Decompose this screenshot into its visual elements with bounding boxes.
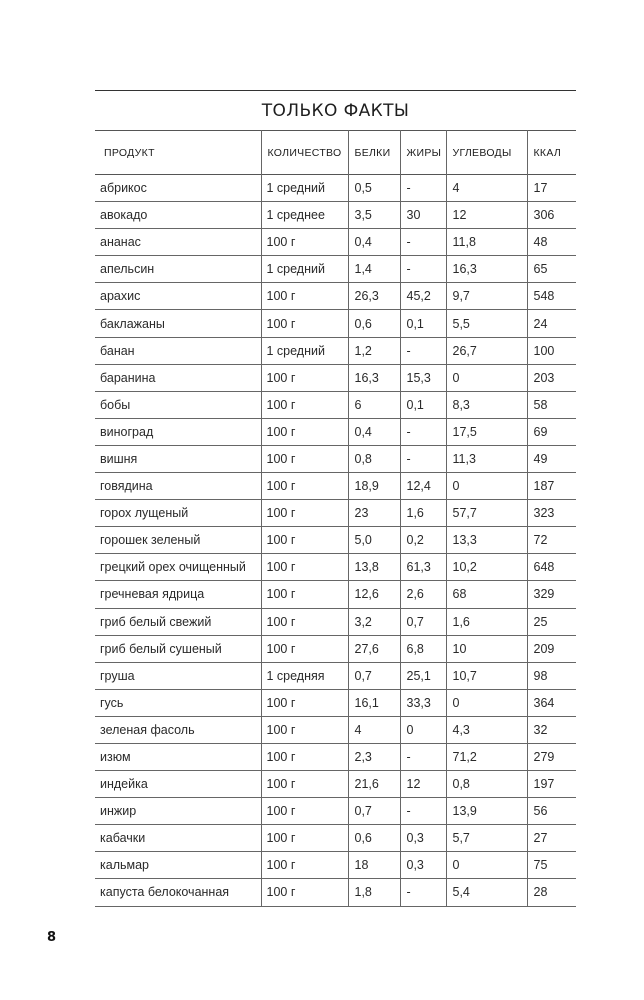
cell-carbs: 10,7	[446, 662, 527, 689]
cell-product: вишня	[100, 451, 138, 466]
cell-product: капуста белокочанная	[100, 885, 230, 900]
cell-protein: 12,6	[348, 581, 400, 608]
cell-fat: 0,1	[400, 310, 446, 337]
cell-kcal: 65	[527, 256, 576, 283]
cell-carbs: 13,9	[446, 798, 527, 825]
cell-kcal: 72	[527, 527, 576, 554]
cell-kcal: 364	[527, 689, 576, 716]
cell-kcal: 187	[527, 473, 576, 500]
cell-fat: -	[400, 256, 446, 283]
cell-kcal: 69	[527, 418, 576, 445]
cell-quantity: 100 г	[261, 310, 348, 337]
cell-protein: 18,9	[348, 473, 400, 500]
cell-kcal: 48	[527, 229, 576, 256]
cell-carbs: 0,8	[446, 771, 527, 798]
cell-protein: 18	[348, 852, 400, 879]
table-row	[95, 581, 576, 608]
table-row	[95, 418, 576, 445]
cell-protein: 0,6	[348, 825, 400, 852]
cell-product: абрикос	[100, 181, 147, 196]
cell-fat: 15,3	[400, 364, 446, 391]
cell-quantity: 1 средний	[261, 175, 348, 202]
header-protein: БЕЛКИ	[348, 131, 400, 175]
cell-fat: -	[400, 743, 446, 770]
cell-product: гриб белый сушеный	[100, 641, 222, 656]
table-row	[95, 229, 576, 256]
cell-kcal: 32	[527, 716, 576, 743]
cell-product: гречневая ядрица	[100, 587, 205, 602]
table-row	[95, 500, 576, 527]
cell-product: бобы	[100, 397, 131, 412]
cell-fat: -	[400, 445, 446, 472]
table-row	[95, 771, 576, 798]
cell-fat: -	[400, 337, 446, 364]
cell-protein: 0,7	[348, 662, 400, 689]
cell-fat: 0,2	[400, 527, 446, 554]
cell-quantity: 1 средний	[261, 337, 348, 364]
cell-kcal: 58	[527, 391, 576, 418]
table-row	[95, 310, 576, 337]
cell-protein: 0,4	[348, 418, 400, 445]
cell-kcal: 329	[527, 581, 576, 608]
cell-carbs: 0	[446, 364, 527, 391]
cell-protein: 0,4	[348, 229, 400, 256]
cell-carbs: 12	[446, 202, 527, 229]
cell-fat: 0,3	[400, 825, 446, 852]
cell-product: авокадо	[100, 208, 148, 223]
cell-fat: 33,3	[400, 689, 446, 716]
cell-kcal: 100	[527, 337, 576, 364]
header-carbs: УГЛЕВОДЫ	[446, 131, 527, 175]
cell-carbs: 16,3	[446, 256, 527, 283]
cell-fat: 45,2	[400, 283, 446, 310]
cell-fat: -	[400, 879, 446, 906]
cell-kcal: 28	[527, 879, 576, 906]
cell-protein: 5,0	[348, 527, 400, 554]
cell-product: горошек зеленый	[100, 533, 201, 548]
cell-fat: 12	[400, 771, 446, 798]
table-row	[95, 635, 576, 662]
cell-kcal: 306	[527, 202, 576, 229]
table-row	[95, 473, 576, 500]
page-number: 8	[47, 930, 57, 945]
cell-kcal: 24	[527, 310, 576, 337]
cell-protein: 0,6	[348, 310, 400, 337]
cell-quantity: 100 г	[261, 743, 348, 770]
cell-carbs: 0	[446, 689, 527, 716]
cell-product: гриб белый свежий	[100, 614, 212, 629]
cell-carbs: 1,6	[446, 608, 527, 635]
cell-fat: -	[400, 418, 446, 445]
table-row	[95, 608, 576, 635]
cell-carbs: 17,5	[446, 418, 527, 445]
table-row	[95, 662, 576, 689]
cell-protein: 26,3	[348, 283, 400, 310]
cell-fat: 1,6	[400, 500, 446, 527]
cell-fat: 0,1	[400, 391, 446, 418]
cell-protein: 4	[348, 716, 400, 743]
cell-kcal: 56	[527, 798, 576, 825]
cell-quantity: 100 г	[261, 418, 348, 445]
header-fat: ЖИРЫ	[400, 131, 446, 175]
cell-fat: 0,7	[400, 608, 446, 635]
cell-product: индейка	[100, 777, 148, 792]
cell-fat: 61,3	[400, 554, 446, 581]
table-row	[95, 527, 576, 554]
cell-product: арахис	[100, 289, 141, 304]
table-row	[95, 716, 576, 743]
table-row	[95, 852, 576, 879]
cell-protein: 0,7	[348, 798, 400, 825]
table-row	[95, 256, 576, 283]
cell-quantity: 100 г	[261, 527, 348, 554]
cell-carbs: 11,3	[446, 445, 527, 472]
table-row	[95, 825, 576, 852]
cell-kcal: 209	[527, 635, 576, 662]
cell-quantity: 100 г	[261, 364, 348, 391]
table-row	[95, 445, 576, 472]
header-product: ПРОДУКТ	[104, 146, 155, 159]
cell-fat: 30	[400, 202, 446, 229]
cell-carbs: 5,4	[446, 879, 527, 906]
cell-protein: 23	[348, 500, 400, 527]
cell-carbs: 5,7	[446, 825, 527, 852]
cell-protein: 1,2	[348, 337, 400, 364]
table-row	[95, 798, 576, 825]
table-row	[95, 689, 576, 716]
cell-protein: 3,5	[348, 202, 400, 229]
cell-product: виноград	[100, 424, 154, 439]
cell-quantity: 100 г	[261, 283, 348, 310]
cell-product: грецкий орех очищенный	[100, 560, 246, 575]
cell-fat: 12,4	[400, 473, 446, 500]
cell-quantity: 100 г	[261, 689, 348, 716]
cell-quantity: 1 средний	[261, 256, 348, 283]
cell-fat: 0,3	[400, 852, 446, 879]
cell-carbs: 68	[446, 581, 527, 608]
cell-protein: 0,5	[348, 175, 400, 202]
cell-protein: 16,3	[348, 364, 400, 391]
cell-product: изюм	[100, 750, 131, 765]
cell-fat: -	[400, 175, 446, 202]
cell-quantity: 100 г	[261, 771, 348, 798]
table-body	[95, 175, 576, 907]
cell-quantity: 100 г	[261, 500, 348, 527]
cell-product: баранина	[100, 370, 156, 385]
cell-product: груша	[100, 668, 135, 683]
cell-protein: 2,3	[348, 743, 400, 770]
header-quantity: КОЛИЧЕСТВО	[261, 131, 348, 175]
cell-protein: 6	[348, 391, 400, 418]
nutrition-table	[95, 130, 576, 907]
cell-quantity: 1 среднее	[261, 202, 348, 229]
cell-product: баклажаны	[100, 316, 165, 331]
cell-protein: 3,2	[348, 608, 400, 635]
cell-fat: 0	[400, 716, 446, 743]
cell-quantity: 1 средняя	[261, 662, 348, 689]
table-row	[95, 175, 576, 202]
cell-fat: 25,1	[400, 662, 446, 689]
cell-quantity: 100 г	[261, 581, 348, 608]
cell-carbs: 0	[446, 852, 527, 879]
cell-quantity: 100 г	[261, 229, 348, 256]
table-row	[95, 554, 576, 581]
cell-quantity: 100 г	[261, 445, 348, 472]
table-row	[95, 879, 576, 906]
cell-carbs: 13,3	[446, 527, 527, 554]
cell-carbs: 57,7	[446, 500, 527, 527]
cell-quantity: 100 г	[261, 852, 348, 879]
header-kcal: ККАЛ	[527, 131, 576, 175]
cell-product: кабачки	[100, 831, 146, 846]
cell-quantity: 100 г	[261, 716, 348, 743]
cell-quantity: 100 г	[261, 391, 348, 418]
cell-protein: 27,6	[348, 635, 400, 662]
cell-carbs: 4,3	[446, 716, 527, 743]
cell-carbs: 10,2	[446, 554, 527, 581]
cell-product: ананас	[100, 235, 141, 250]
table-title: ТОЛЬКО ФАКТЫ	[261, 101, 410, 121]
cell-kcal: 25	[527, 608, 576, 635]
cell-fat: 6,8	[400, 635, 446, 662]
cell-carbs: 11,8	[446, 229, 527, 256]
cell-product: кальмар	[100, 858, 149, 873]
cell-quantity: 100 г	[261, 554, 348, 581]
cell-quantity: 100 г	[261, 635, 348, 662]
cell-product: гусь	[100, 695, 124, 710]
table-row	[95, 364, 576, 391]
cell-carbs: 71,2	[446, 743, 527, 770]
table-row	[95, 337, 576, 364]
cell-carbs: 9,7	[446, 283, 527, 310]
cell-protein: 1,4	[348, 256, 400, 283]
cell-kcal: 548	[527, 283, 576, 310]
cell-kcal: 98	[527, 662, 576, 689]
cell-kcal: 17	[527, 175, 576, 202]
table-row	[95, 743, 576, 770]
cell-protein: 0,8	[348, 445, 400, 472]
table-row	[95, 391, 576, 418]
cell-fat: -	[400, 798, 446, 825]
cell-kcal: 27	[527, 825, 576, 852]
cell-kcal: 323	[527, 500, 576, 527]
cell-carbs: 5,5	[446, 310, 527, 337]
cell-quantity: 100 г	[261, 798, 348, 825]
cell-protein: 16,1	[348, 689, 400, 716]
cell-kcal: 279	[527, 743, 576, 770]
cell-quantity: 100 г	[261, 825, 348, 852]
top-rule	[95, 90, 576, 91]
cell-quantity: 100 г	[261, 473, 348, 500]
cell-quantity: 100 г	[261, 879, 348, 906]
cell-product: зеленая фасоль	[100, 722, 195, 737]
header-row	[95, 131, 576, 175]
cell-protein: 21,6	[348, 771, 400, 798]
cell-fat: 2,6	[400, 581, 446, 608]
cell-fat: -	[400, 229, 446, 256]
cell-carbs: 10	[446, 635, 527, 662]
cell-protein: 1,8	[348, 879, 400, 906]
cell-product: банан	[100, 343, 135, 358]
cell-carbs: 26,7	[446, 337, 527, 364]
cell-product: инжир	[100, 804, 137, 819]
table-row	[95, 202, 576, 229]
cell-kcal: 648	[527, 554, 576, 581]
cell-kcal: 203	[527, 364, 576, 391]
cell-kcal: 75	[527, 852, 576, 879]
cell-kcal: 197	[527, 771, 576, 798]
cell-kcal: 49	[527, 445, 576, 472]
cell-carbs: 4	[446, 175, 527, 202]
table-row	[95, 283, 576, 310]
cell-carbs: 8,3	[446, 391, 527, 418]
cell-product: горох лущеный	[100, 506, 189, 521]
cell-quantity: 100 г	[261, 608, 348, 635]
cell-product: говядина	[100, 479, 153, 494]
cell-carbs: 0	[446, 473, 527, 500]
cell-protein: 13,8	[348, 554, 400, 581]
nutrition-facts-section	[95, 90, 576, 907]
cell-product: апельсин	[100, 262, 155, 277]
